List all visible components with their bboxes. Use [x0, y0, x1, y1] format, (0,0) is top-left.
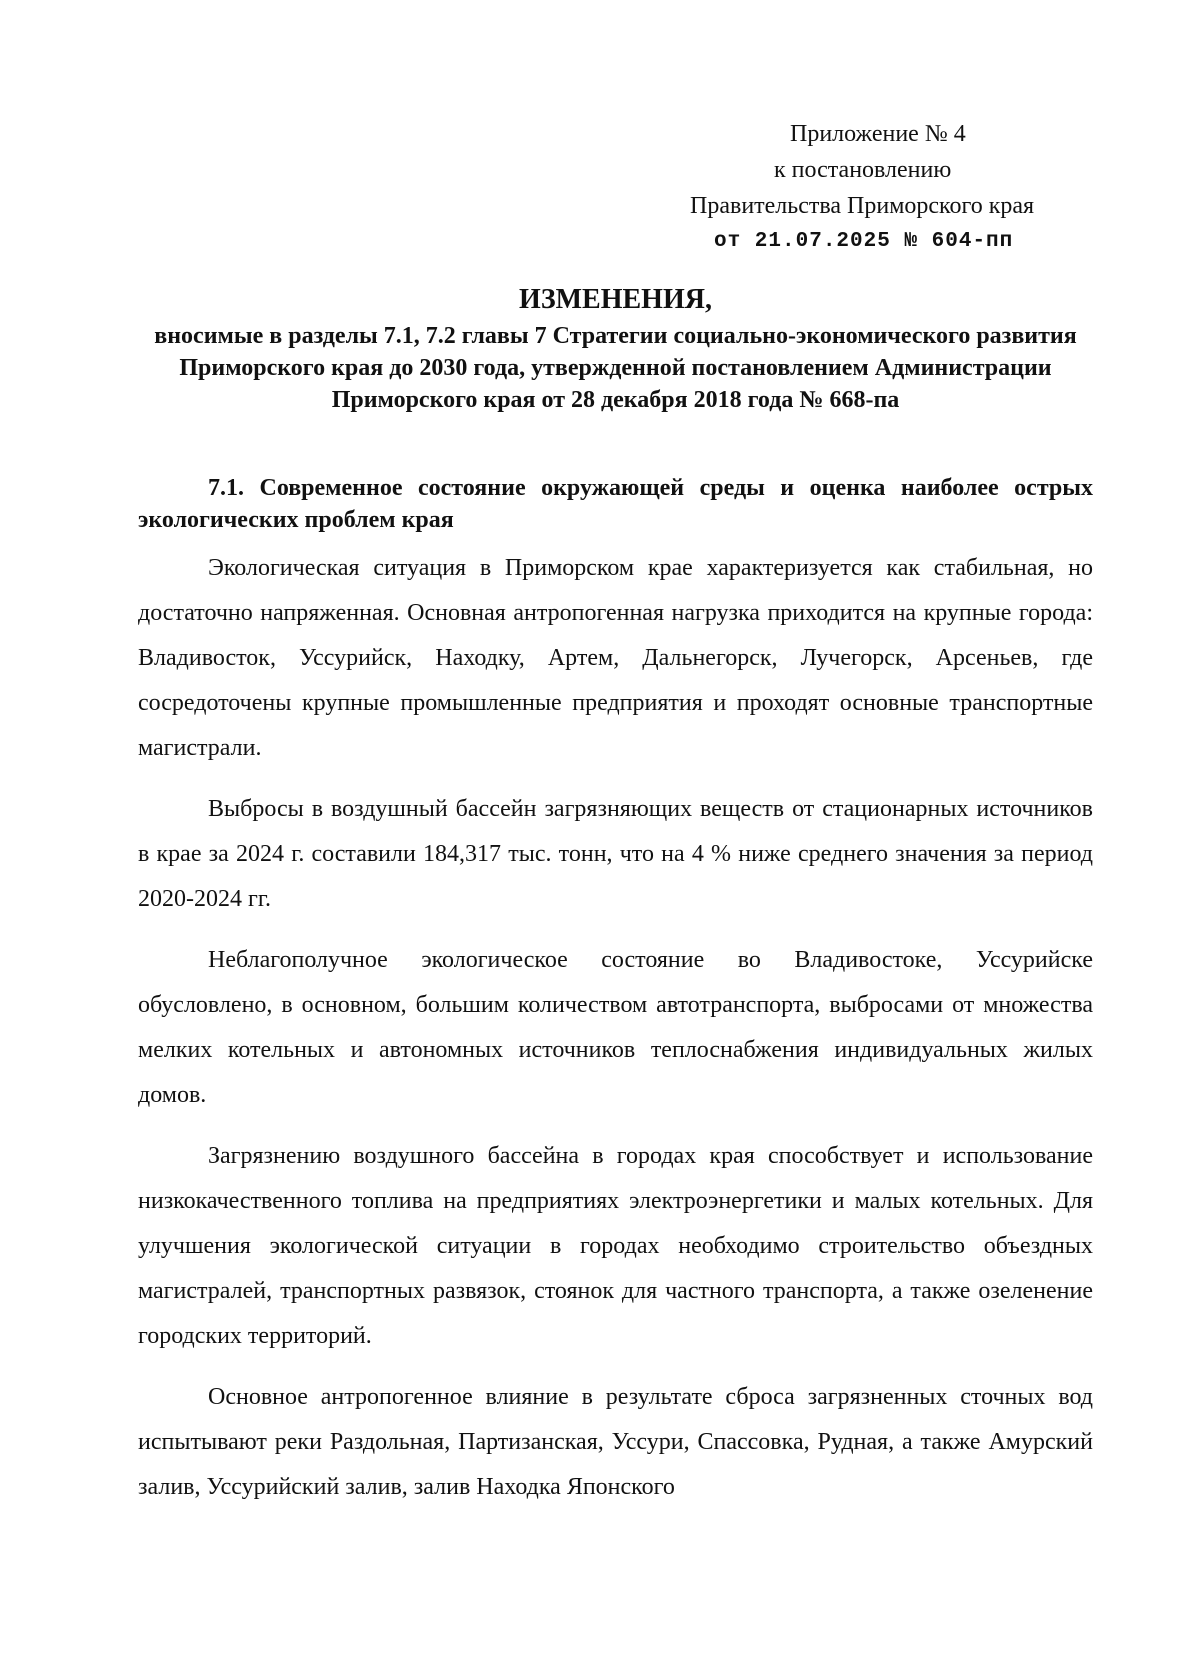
attachment-date-number: от 21.07.2025 № 604-пп	[714, 230, 1014, 253]
attachment-resolution-ref: к постановлению	[774, 157, 952, 183]
document-subtitle: вносимые в разделы 7.1, 7.2 главы 7 Стратегии социально-экономического развития Приморского края до 2030 года, утвержденной постановлением Администрации Приморского края от 28 декабря 2018 года № 668-па	[154, 323, 1077, 413]
attachment-block	[690, 116, 1090, 260]
paragraph: Загрязнению воздушного бассейна в городах края способствует и использование низкокачественного топлива на предприятиях электроэнергетики и малых котельных. Для улучшения экологической ситуации в городах необходимо строительство объездных магистралей, транспортных развязок, стоянок для частного транспорта, а также озеленение городских территорий.	[138, 1143, 1093, 1349]
paragraph: Неблагополучное экологическое состояние во Владивостоке, Уссурийске обусловлено, в основном, большим количеством автотранспорта, выбросами от множества мелких котельных и автономных источников теплоснабжения индивидуальных жилых домов.	[138, 947, 1093, 1108]
section-title: 7.1. Современное состояние окружающей среды и оценка наиболее острых экологических проблем края	[138, 475, 1093, 533]
paragraph: Экологическая ситуация в Приморском крае характеризуется как стабильная, но достаточно напряженная. Основная антропогенная нагрузка приходится на крупные города: Владивосток, Уссурийск, Находку, Артем, Дальнегорск, Лучегорск, Арсеньев, где сосредоточены крупные промышленные предприятия и проходят основные транспортные магистрали.	[138, 555, 1093, 761]
document-title: ИЗМЕНЕНИЯ,	[519, 284, 712, 315]
attachment-issuer: Правительства Приморского края	[690, 193, 1035, 219]
document-body	[138, 472, 1093, 1526]
paragraph: Выбросы в воздушный бассейн загрязняющих веществ от стационарных источников в крае за 2024 г. составили 184,317 тыс. тонн, что на 4 % ниже среднего значения за период 2020-2024 гг.	[138, 796, 1093, 912]
paragraph: Основное антропогенное влияние в результате сброса загрязненных сточных вод испытывают реки Раздольная, Партизанская, Уссури, Спассовка, Рудная, а также Амурский залив, Уссурийский залив, залив Находка Японского	[138, 1384, 1093, 1500]
attachment-number: Приложение № 4	[790, 121, 966, 147]
document-heading	[138, 282, 1093, 416]
